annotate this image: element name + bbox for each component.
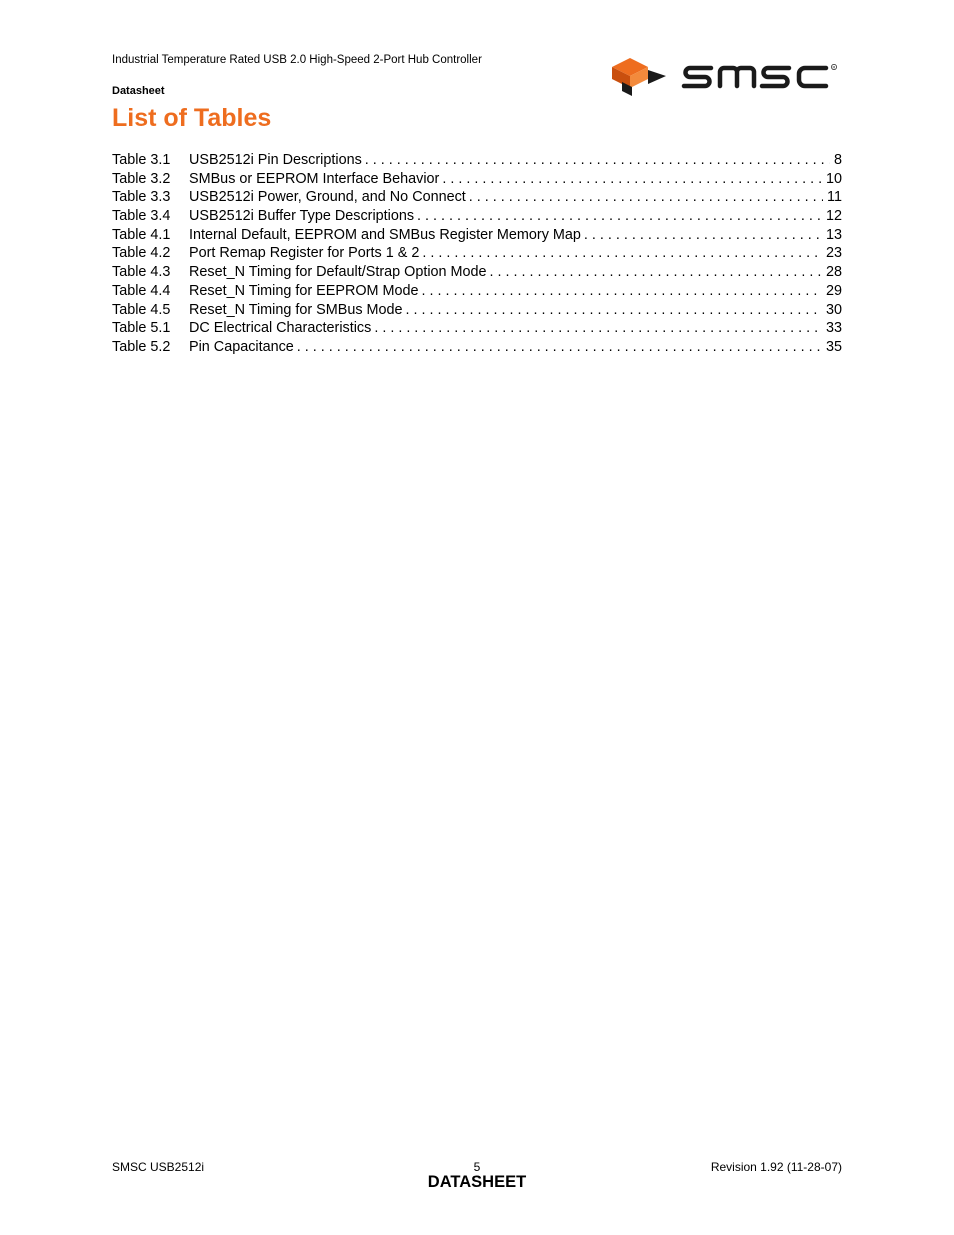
toc-dot-leader: [365, 151, 830, 170]
page-title: List of Tables: [112, 104, 272, 132]
table-of-tables-list: [112, 151, 842, 357]
toc-dot-leader: [406, 301, 822, 320]
footer-datasheet-label: DATASHEET: [427, 1173, 527, 1191]
toc-entry-number: Table 4.5: [112, 301, 171, 318]
toc-entry-page: 30: [825, 301, 842, 318]
toc-entry-page: 23: [825, 245, 842, 262]
toc-entry-page: 11: [827, 189, 842, 206]
toc-entry-title: Reset_N Timing for EEPROM Mode: [189, 282, 419, 299]
toc-dot-leader: [417, 207, 822, 226]
toc-entry-page: 10: [825, 170, 842, 187]
toc-entry[interactable]: [112, 151, 842, 170]
toc-entry-title: USB2512i Power, Ground, and No Connect: [189, 189, 466, 206]
toc-entry-number: Table 3.4: [112, 208, 171, 225]
toc-entry-number: Table 4.3: [112, 264, 171, 281]
toc-entry-page: 8: [833, 152, 842, 168]
toc-entry-title: Internal Default, EEPROM and SMBus Register Memory Map: [189, 226, 581, 243]
logo-wordmark: [684, 68, 826, 86]
toc-entry[interactable]: [112, 282, 842, 301]
toc-dot-leader: [469, 188, 823, 207]
toc-entry[interactable]: [112, 188, 842, 207]
toc-entry-title: Pin Capacitance: [189, 338, 294, 355]
toc-dot-leader: [584, 226, 822, 245]
footer-page-number: 5: [473, 1160, 481, 1174]
toc-entry-page: 28: [825, 264, 842, 281]
toc-entry-title: SMBus or EEPROM Interface Behavior: [189, 170, 440, 187]
toc-dot-leader: [422, 244, 822, 263]
toc-dot-leader: [374, 319, 822, 338]
svg-text:R: R: [832, 64, 836, 70]
toc-entry-page: 13: [825, 226, 842, 243]
toc-entry-page: 29: [825, 282, 842, 299]
toc-entry-number: Table 4.4: [112, 282, 171, 299]
toc-entry-number: Table 5.1: [112, 320, 171, 337]
smsc-logo: [608, 54, 842, 100]
toc-entry[interactable]: [112, 319, 842, 338]
toc-entry-number: Table 5.2: [112, 338, 171, 355]
toc-entry-number: Table 3.1: [112, 152, 171, 168]
toc-entry-page: 33: [825, 320, 842, 337]
toc-entry[interactable]: [112, 263, 842, 282]
toc-entry-number: Table 3.2: [112, 170, 171, 187]
toc-entry-title: USB2512i Buffer Type Descriptions: [189, 208, 415, 225]
logo-mark-icon: [612, 58, 666, 96]
toc-entry-title: DC Electrical Characteristics: [189, 320, 372, 337]
toc-entry-page: 35: [825, 338, 842, 355]
toc-dot-leader: [442, 170, 822, 189]
toc-entry[interactable]: [112, 226, 842, 245]
header-subtitle: Datasheet: [112, 85, 165, 97]
toc-entry[interactable]: [112, 338, 842, 357]
toc-entry-number: Table 4.2: [112, 245, 171, 262]
toc-entry-title: Reset_N Timing for SMBus Mode: [189, 301, 403, 318]
header-title: Industrial Temperature Rated USB 2.0 High-Speed 2-Port Hub Controller: [112, 54, 482, 66]
toc-entry[interactable]: [112, 170, 842, 189]
toc-entry-number: Table 3.3: [112, 189, 171, 206]
toc-entry-title: USB2512i Pin Descriptions: [189, 152, 362, 168]
toc-dot-leader: [422, 282, 822, 301]
toc-entry-title: Port Remap Register for Ports 1 & 2: [189, 245, 420, 262]
toc-dot-leader: [297, 338, 822, 357]
footer-revision: Revision 1.92 (11-28-07): [710, 1160, 842, 1174]
toc-entry[interactable]: [112, 207, 842, 226]
footer-product: SMSC USB2512i: [112, 1160, 205, 1174]
toc-dot-leader: [490, 263, 822, 282]
toc-entry-title: Reset_N Timing for Default/Strap Option Mode: [189, 264, 487, 281]
toc-entry[interactable]: [112, 244, 842, 263]
toc-entry-page: 12: [825, 208, 842, 225]
toc-entry[interactable]: [112, 301, 842, 320]
toc-entry-number: Table 4.1: [112, 226, 171, 243]
